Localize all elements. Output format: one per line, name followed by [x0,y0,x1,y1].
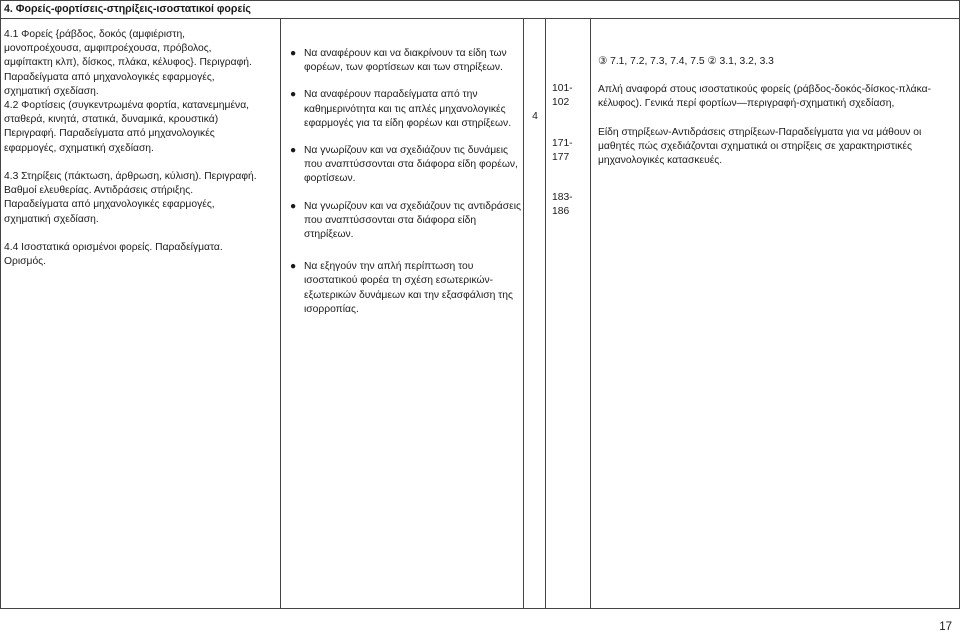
notes-paragraph-1: Απλή αναφορά στους ισοστατικούς φορείς (ράβδος-δοκός-δίσκος-πλάκα-κέλυφος). Γενικά περί φορτίων—περιγραφή-σχηματική σχεδίαση, [598,84,931,110]
table-top-border [0,0,960,1]
content-line [4,156,266,170]
content-line: αμφίπακτη κλπ), δίσκος, πλάκα, κέλυφος}. Περιγραφή. [4,57,252,69]
bullet-icon: ● [290,261,297,273]
objective-text: Να αναφέρουν παραδείγματα από την καθημερινότητα και τις απλές μηχανολογικές εφαρμογές για τα είδη φορέων και στηρίξεων. [304,89,512,129]
page-ref-line: 186 [552,206,570,218]
content-line: 4.2 Φορτίσεις (συγκεντρωμένα φορτία, κατανεμημένα, [4,100,250,112]
bullet-icon: ● [290,89,297,101]
content-line: Παραδείγματα από μηχανολογικές εφαρμογές, [4,71,215,83]
content-line: 4.3 Στηρίξεις (πάκτωση, άρθρωση, κύλιση). Περιγραφή. [4,171,257,183]
objectives-column [290,47,522,330]
content-line: Περιγραφή. Παραδείγματα από μηχανολογικές [4,128,215,140]
content-line: σχηματική σχεδίαση. [4,85,99,97]
pages-column [552,82,586,220]
objective-item [290,47,522,75]
page-ref-line: 101- [552,83,573,94]
header-row-border [0,18,960,19]
content-line: μονοπροέχουσα, αμφιπροέχουσα, πρόβολος, [4,43,212,55]
content-column [4,28,266,269]
hours-cell: 4 [532,111,538,122]
table-left-border [0,0,1,609]
column-divider-3 [545,19,546,609]
bullet-icon: ● [290,48,297,59]
content-line [4,227,266,241]
page-ref-line: 171- [552,137,573,149]
objective-item [290,144,522,187]
objective-item [290,200,522,243]
content-line: Βαθμοί ελευθερίας. Αντιδράσεις στήριξης. [4,185,194,197]
table-bottom-border [0,608,960,609]
content-line: Ορισμός. [4,256,46,268]
references-line: ③ 7.1, 7.2, 7.3, 7.4, 7.5 ② 3.1, 3.2, 3.3 [598,56,774,67]
page-ref-line [552,122,586,136]
page-number: 17 [939,621,952,633]
bullet-icon: ● [290,200,297,212]
bullet-icon: ● [290,145,297,157]
objective-item [290,88,522,131]
objective-text: Να εξηγούν την απλή περίπτωση του ισοστατικού φορέα τη σχέση εσωτερικών-εξωτερικών δυνάμεων και την εξασφάλιση της ισορροπίας. [304,261,513,315]
content-line: σταθερά, κινητά, στατικά, δυναμικά, κρουστικά) [4,114,219,126]
content-line: 4.4 Ισοστατικά ορισμένοι φορείς. Παραδείγματα. [4,242,223,254]
column-divider-2 [523,19,524,609]
notes-column [598,55,948,168]
section-title: 4. Φορείς-φορτίσεις-στηρίξεις-ισοστατικοί φορείς [4,3,251,15]
notes-paragraph-2: Είδη στηρίξεων-Αντιδράσεις στηρίξεων-Παραδείγματα για να μάθουν οι μαθητές πώς σχεδιάζονται σχηματικά οι στηρίξεις σε χαρακτηριστικές μηχανολογικές κατασκευές. [598,126,922,167]
content-line: 4.1 Φορείς {ράβδος, δοκός (αμφιέριστη, [4,29,186,40]
objective-text: Να γνωρίζουν και να σχεδιάζουν τις αντιδράσεις που αναπτύσσονται στα διάφορα είδη στηρίξεων. [304,200,521,241]
content-line: σχηματική σχεδίαση. [4,213,99,225]
page-ref-line [552,177,586,191]
objective-item [290,260,522,317]
page-ref-line: 183- [552,192,573,204]
column-divider-1 [280,19,281,609]
objective-text: Να γνωρίζουν και να σχεδιάζουν τις δυνάμεις που αναπτύσσονται στα διάφορα είδη φορέων, φορτίσεων. [304,145,518,185]
content-line: εφαρμογές, σχηματική σχεδίαση. [4,142,154,154]
objective-text: Να αναφέρουν και να διακρίνουν τα είδη των φορέων, των φορτίσεων και των στηρίξεων. [304,48,507,74]
column-divider-4 [590,19,591,609]
page-ref-line: 177 [552,151,570,163]
content-line: Παραδείγματα από μηχανολογικές εφαρμογές, [4,199,215,211]
page-ref-line: 102 [552,97,570,109]
